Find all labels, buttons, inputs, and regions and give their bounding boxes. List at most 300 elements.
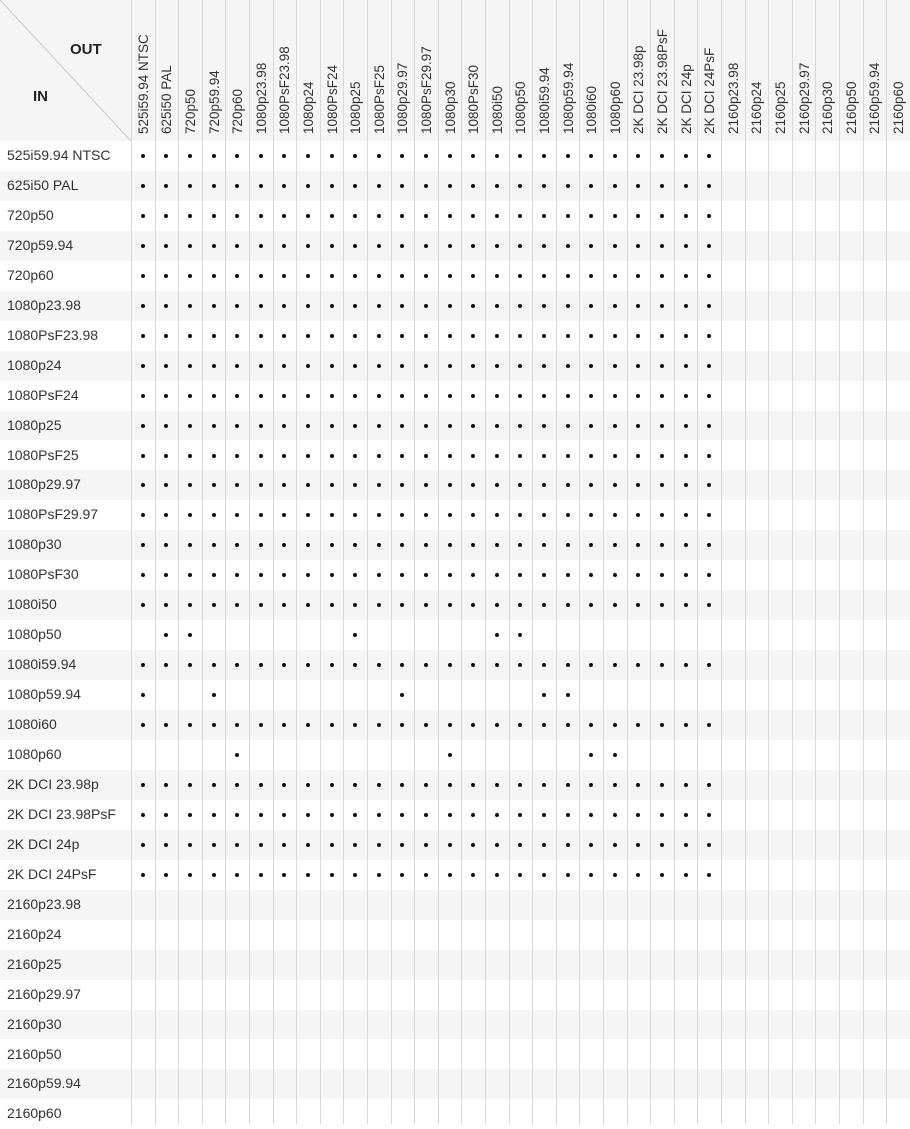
supported-dot-icon: [235, 334, 239, 338]
supported-dot-icon: [164, 813, 168, 817]
supported-dot-icon: [471, 424, 475, 428]
supported-dot-icon: [164, 603, 168, 607]
supported-dot-icon: [353, 873, 357, 877]
supported-dot-icon: [495, 334, 499, 338]
supported-dot-icon: [424, 244, 428, 248]
supported-dot-icon: [212, 603, 216, 607]
row-label: 1080p24: [7, 356, 62, 373]
column-divider: [414, 0, 415, 1124]
supported-dot-icon: [377, 364, 381, 368]
supported-dot-icon: [353, 543, 357, 547]
supported-dot-icon: [448, 663, 452, 667]
supported-dot-icon: [471, 214, 475, 218]
supported-dot-icon: [471, 304, 475, 308]
supported-dot-icon: [518, 543, 522, 547]
column-header: [438, 0, 462, 141]
supported-dot-icon: [188, 513, 192, 517]
supported-dot-icon: [448, 214, 452, 218]
column-header-label: 2160p24: [749, 81, 765, 134]
column-header-label: 1080p29.97: [395, 62, 411, 134]
supported-dot-icon: [259, 244, 263, 248]
supported-dot-icon: [400, 334, 404, 338]
supported-dot-icon: [164, 244, 168, 248]
supported-dot-icon: [589, 394, 593, 398]
supported-dot-icon: [684, 873, 688, 877]
supported-dot-icon: [330, 424, 334, 428]
supported-dot-icon: [566, 873, 570, 877]
supported-dot-icon: [330, 573, 334, 577]
supported-dot-icon: [660, 154, 664, 158]
supported-dot-icon: [660, 424, 664, 428]
supported-dot-icon: [377, 663, 381, 667]
supported-dot-icon: [282, 304, 286, 308]
column-header: [296, 0, 320, 141]
supported-dot-icon: [235, 513, 239, 517]
supported-dot-icon: [141, 663, 145, 667]
supported-dot-icon: [589, 154, 593, 158]
supported-dot-icon: [424, 394, 428, 398]
supported-dot-icon: [518, 274, 522, 278]
supported-dot-icon: [660, 783, 664, 787]
supported-dot-icon: [306, 873, 310, 877]
supported-dot-icon: [542, 454, 546, 458]
supported-dot-icon: [188, 184, 192, 188]
column-header: [721, 0, 745, 141]
supported-dot-icon: [636, 304, 640, 308]
supported-dot-icon: [212, 873, 216, 877]
supported-dot-icon: [448, 543, 452, 547]
row-label: 1080p50: [7, 626, 62, 643]
supported-dot-icon: [164, 873, 168, 877]
supported-dot-icon: [495, 184, 499, 188]
column-divider: [839, 0, 840, 1124]
table-row: [0, 950, 910, 980]
supported-dot-icon: [400, 394, 404, 398]
supported-dot-icon: [636, 783, 640, 787]
column-divider: [367, 0, 368, 1124]
supported-dot-icon: [589, 573, 593, 577]
supported-dot-icon: [377, 603, 381, 607]
column-divider: [461, 0, 462, 1124]
supported-dot-icon: [259, 663, 263, 667]
supported-dot-icon: [141, 424, 145, 428]
supported-dot-icon: [660, 813, 664, 817]
supported-dot-icon: [518, 603, 522, 607]
column-header: [792, 0, 816, 141]
supported-dot-icon: [566, 783, 570, 787]
supported-dot-icon: [684, 424, 688, 428]
supported-dot-icon: [707, 783, 711, 787]
supported-dot-icon: [353, 513, 357, 517]
supported-dot-icon: [636, 454, 640, 458]
supported-dot-icon: [566, 483, 570, 487]
supported-dot-icon: [353, 334, 357, 338]
supported-dot-icon: [660, 304, 664, 308]
supported-dot-icon: [164, 154, 168, 158]
supported-dot-icon: [212, 693, 216, 697]
column-divider: [532, 0, 533, 1124]
row-label: 1080p29.97: [7, 476, 81, 493]
supported-dot-icon: [636, 334, 640, 338]
supported-dot-icon: [660, 603, 664, 607]
supported-dot-icon: [424, 364, 428, 368]
supported-dot-icon: [707, 813, 711, 817]
supported-dot-icon: [282, 454, 286, 458]
supported-dot-icon: [212, 334, 216, 338]
supported-dot-icon: [636, 543, 640, 547]
supported-dot-icon: [330, 304, 334, 308]
column-header: [839, 0, 863, 141]
supported-dot-icon: [400, 304, 404, 308]
supported-dot-icon: [353, 154, 357, 158]
supported-dot-icon: [471, 154, 475, 158]
supported-dot-icon: [306, 214, 310, 218]
out-axis-label: OUT: [70, 41, 102, 58]
table-row: [0, 261, 910, 291]
supported-dot-icon: [164, 843, 168, 847]
supported-dot-icon: [448, 753, 452, 757]
supported-dot-icon: [424, 483, 428, 487]
supported-dot-icon: [141, 214, 145, 218]
supported-dot-icon: [684, 783, 688, 787]
supported-dot-icon: [235, 723, 239, 727]
supported-dot-icon: [164, 454, 168, 458]
supported-dot-icon: [259, 184, 263, 188]
supported-dot-icon: [660, 334, 664, 338]
supported-dot-icon: [542, 214, 546, 218]
supported-dot-icon: [235, 843, 239, 847]
supported-dot-icon: [495, 394, 499, 398]
supported-dot-icon: [542, 334, 546, 338]
supported-dot-icon: [589, 813, 593, 817]
supported-dot-icon: [660, 543, 664, 547]
supported-dot-icon: [141, 543, 145, 547]
column-divider: [320, 0, 321, 1124]
column-divider: [650, 0, 651, 1124]
supported-dot-icon: [566, 304, 570, 308]
supported-dot-icon: [353, 364, 357, 368]
supported-dot-icon: [518, 304, 522, 308]
supported-dot-icon: [471, 723, 475, 727]
supported-dot-icon: [141, 603, 145, 607]
supported-dot-icon: [684, 244, 688, 248]
supported-dot-icon: [141, 154, 145, 158]
supported-dot-icon: [542, 513, 546, 517]
supported-dot-icon: [518, 424, 522, 428]
supported-dot-icon: [164, 304, 168, 308]
supported-dot-icon: [400, 843, 404, 847]
column-divider: [579, 0, 580, 1124]
supported-dot-icon: [212, 543, 216, 547]
supported-dot-icon: [188, 783, 192, 787]
supported-dot-icon: [518, 244, 522, 248]
column-header-label: 2K DCI 23.98p: [631, 45, 647, 134]
supported-dot-icon: [282, 364, 286, 368]
supported-dot-icon: [589, 483, 593, 487]
supported-dot-icon: [306, 813, 310, 817]
column-header: [697, 0, 721, 141]
supported-dot-icon: [448, 184, 452, 188]
supported-dot-icon: [495, 723, 499, 727]
supported-dot-icon: [660, 214, 664, 218]
supported-dot-icon: [164, 274, 168, 278]
table-row: [0, 530, 910, 560]
supported-dot-icon: [282, 813, 286, 817]
table-row: [0, 980, 910, 1010]
supported-dot-icon: [707, 573, 711, 577]
supported-dot-icon: [306, 244, 310, 248]
supported-dot-icon: [542, 783, 546, 787]
supported-dot-icon: [282, 873, 286, 877]
supported-dot-icon: [400, 813, 404, 817]
supported-dot-icon: [518, 184, 522, 188]
supported-dot-icon: [164, 394, 168, 398]
supported-dot-icon: [424, 543, 428, 547]
supported-dot-icon: [495, 813, 499, 817]
table-row: [0, 650, 910, 680]
supported-dot-icon: [589, 603, 593, 607]
column-divider: [745, 0, 746, 1124]
supported-dot-icon: [589, 873, 593, 877]
supported-dot-icon: [377, 424, 381, 428]
supported-dot-icon: [636, 364, 640, 368]
supported-dot-icon: [235, 454, 239, 458]
row-label: 2160p50: [7, 1045, 62, 1062]
supported-dot-icon: [235, 783, 239, 787]
row-label: 2K DCI 23.98p: [7, 775, 99, 792]
column-header-label: 2160p59.94: [867, 62, 883, 134]
supported-dot-icon: [566, 543, 570, 547]
supported-dot-icon: [613, 513, 617, 517]
supported-dot-icon: [188, 633, 192, 637]
supported-dot-icon: [188, 813, 192, 817]
supported-dot-icon: [518, 483, 522, 487]
column-header-label: 2K DCI 24p: [678, 64, 694, 134]
supported-dot-icon: [518, 573, 522, 577]
supported-dot-icon: [141, 244, 145, 248]
supported-dot-icon: [400, 483, 404, 487]
column-header-label: 1080PsF24: [324, 64, 340, 134]
supported-dot-icon: [566, 244, 570, 248]
supported-dot-icon: [448, 873, 452, 877]
supported-dot-icon: [259, 783, 263, 787]
supported-dot-icon: [141, 483, 145, 487]
column-divider: [556, 0, 557, 1124]
supported-dot-icon: [424, 663, 428, 667]
supported-dot-icon: [377, 184, 381, 188]
supported-dot-icon: [684, 813, 688, 817]
row-label: 1080i50: [7, 596, 57, 613]
supported-dot-icon: [306, 364, 310, 368]
supported-dot-icon: [495, 424, 499, 428]
supported-dot-icon: [566, 334, 570, 338]
supported-dot-icon: [613, 783, 617, 787]
supported-dot-icon: [424, 513, 428, 517]
supported-dot-icon: [377, 394, 381, 398]
supported-dot-icon: [212, 454, 216, 458]
column-header: [461, 0, 485, 141]
column-header: [249, 0, 273, 141]
supported-dot-icon: [141, 693, 145, 697]
supported-dot-icon: [282, 394, 286, 398]
supported-dot-icon: [684, 603, 688, 607]
supported-dot-icon: [212, 364, 216, 368]
supported-dot-icon: [684, 483, 688, 487]
supported-dot-icon: [188, 304, 192, 308]
supported-dot-icon: [259, 843, 263, 847]
supported-dot-icon: [448, 304, 452, 308]
supported-dot-icon: [212, 154, 216, 158]
supported-dot-icon: [330, 483, 334, 487]
supported-dot-icon: [566, 603, 570, 607]
supported-dot-icon: [589, 783, 593, 787]
table-row: [0, 830, 910, 860]
supported-dot-icon: [235, 483, 239, 487]
supported-dot-icon: [424, 873, 428, 877]
supported-dot-icon: [330, 274, 334, 278]
supported-dot-icon: [448, 513, 452, 517]
supported-dot-icon: [400, 723, 404, 727]
column-header: [343, 0, 367, 141]
supported-dot-icon: [707, 154, 711, 158]
table-row: [0, 890, 910, 920]
column-header: [485, 0, 509, 141]
supported-dot-icon: [471, 543, 475, 547]
column-header: [131, 0, 155, 141]
supported-dot-icon: [188, 394, 192, 398]
in-axis-label: IN: [33, 88, 48, 105]
column-header-label: 1080p59.94: [560, 62, 576, 134]
supported-dot-icon: [353, 723, 357, 727]
supported-dot-icon: [542, 424, 546, 428]
supported-dot-icon: [377, 543, 381, 547]
row-label: 1080i60: [7, 716, 57, 733]
supported-dot-icon: [660, 364, 664, 368]
supported-dot-icon: [589, 513, 593, 517]
supported-dot-icon: [330, 513, 334, 517]
supported-dot-icon: [684, 274, 688, 278]
supported-dot-icon: [707, 483, 711, 487]
supported-dot-icon: [566, 184, 570, 188]
column-header-label: 1080PsF23.98: [277, 46, 293, 134]
supported-dot-icon: [589, 663, 593, 667]
supported-dot-icon: [235, 394, 239, 398]
supported-dot-icon: [212, 244, 216, 248]
supported-dot-icon: [212, 214, 216, 218]
column-divider: [603, 0, 604, 1124]
supported-dot-icon: [400, 244, 404, 248]
supported-dot-icon: [448, 483, 452, 487]
supported-dot-icon: [353, 394, 357, 398]
supported-dot-icon: [330, 454, 334, 458]
supported-dot-icon: [235, 813, 239, 817]
table-row: [0, 291, 910, 321]
supported-dot-icon: [330, 543, 334, 547]
column-header-label: 1080p23.98: [253, 62, 269, 134]
column-divider: [273, 0, 274, 1124]
supported-dot-icon: [188, 274, 192, 278]
supported-dot-icon: [495, 573, 499, 577]
supported-dot-icon: [684, 843, 688, 847]
supported-dot-icon: [306, 454, 310, 458]
supported-dot-icon: [707, 334, 711, 338]
row-label: 2K DCI 24p: [7, 835, 80, 852]
supported-dot-icon: [353, 304, 357, 308]
column-divider: [178, 0, 179, 1124]
supported-dot-icon: [424, 454, 428, 458]
supported-dot-icon: [542, 813, 546, 817]
supported-dot-icon: [377, 873, 381, 877]
supported-dot-icon: [306, 783, 310, 787]
supported-dot-icon: [235, 573, 239, 577]
column-header: [674, 0, 698, 141]
column-header-label: 1080PsF30: [466, 64, 482, 134]
supported-dot-icon: [660, 843, 664, 847]
supported-dot-icon: [707, 274, 711, 278]
supported-dot-icon: [141, 573, 145, 577]
supported-dot-icon: [377, 813, 381, 817]
supported-dot-icon: [141, 184, 145, 188]
table-row: [0, 141, 910, 171]
supported-dot-icon: [613, 154, 617, 158]
supported-dot-icon: [212, 813, 216, 817]
supported-dot-icon: [353, 483, 357, 487]
supported-dot-icon: [471, 603, 475, 607]
supported-dot-icon: [353, 663, 357, 667]
column-header-label: 525i59.94 NTSC: [135, 34, 151, 134]
supported-dot-icon: [566, 513, 570, 517]
supported-dot-icon: [542, 723, 546, 727]
supported-dot-icon: [707, 364, 711, 368]
supported-dot-icon: [613, 304, 617, 308]
supported-dot-icon: [660, 244, 664, 248]
supported-dot-icon: [164, 334, 168, 338]
row-label: 2160p29.97: [7, 985, 81, 1002]
supported-dot-icon: [400, 543, 404, 547]
supported-dot-icon: [542, 663, 546, 667]
row-label: 720p60: [7, 266, 54, 283]
supported-dot-icon: [684, 334, 688, 338]
column-header: [202, 0, 226, 141]
supported-dot-icon: [235, 424, 239, 428]
supported-dot-icon: [684, 723, 688, 727]
row-label: 1080p60: [7, 746, 62, 762]
supported-dot-icon: [471, 843, 475, 847]
column-header-label: 1080PsF29.97: [418, 46, 434, 134]
supported-dot-icon: [566, 454, 570, 458]
supported-dot-icon: [707, 454, 711, 458]
column-divider: [863, 0, 864, 1124]
supported-dot-icon: [613, 184, 617, 188]
supported-dot-icon: [448, 424, 452, 428]
supported-dot-icon: [424, 573, 428, 577]
supported-dot-icon: [660, 873, 664, 877]
supported-dot-icon: [471, 244, 475, 248]
supported-dot-icon: [660, 454, 664, 458]
supported-dot-icon: [164, 483, 168, 487]
column-header: [178, 0, 202, 141]
supported-dot-icon: [424, 783, 428, 787]
row-label: 1080p30: [7, 536, 62, 553]
column-header-label: 1080i50: [489, 85, 505, 134]
supported-dot-icon: [212, 663, 216, 667]
supported-dot-icon: [542, 843, 546, 847]
column-header-label: 720p50: [182, 88, 198, 134]
supported-dot-icon: [164, 633, 168, 637]
supported-dot-icon: [377, 454, 381, 458]
supported-dot-icon: [377, 843, 381, 847]
supported-dot-icon: [188, 364, 192, 368]
